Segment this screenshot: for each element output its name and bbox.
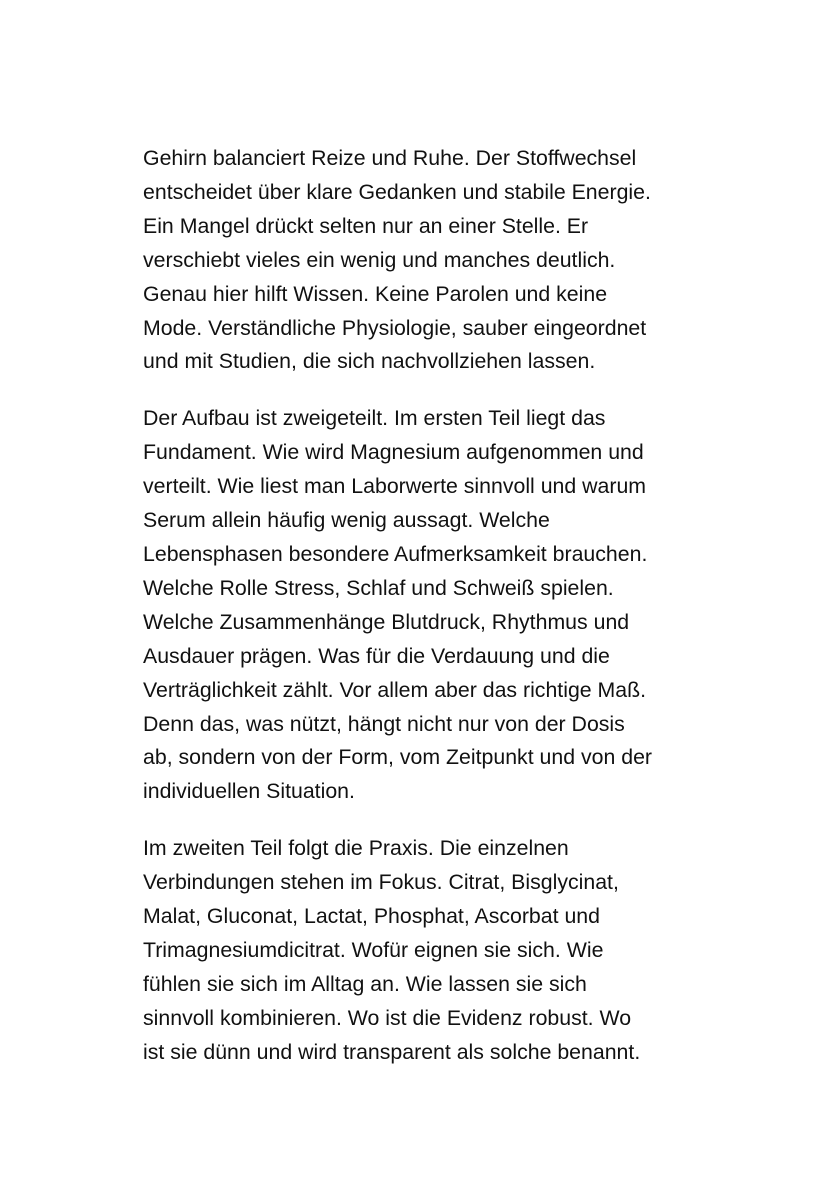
paragraph-3 <box>143 832 713 1069</box>
text-line: Gehirn balanciert Reize und Ruhe. Der Stoffwechsel <box>143 146 637 170</box>
paragraph-1 <box>143 142 713 379</box>
text-line: verteilt. Wie liest man Laborwerte sinnvoll und warum <box>143 474 647 499</box>
paragraph-2 <box>143 402 713 809</box>
text-line: Verträglichkeit zählt. Vor allem aber das richtige Maß. <box>143 677 647 702</box>
text-line: Denn das, was nützt, hängt nicht nur von der Dosis <box>143 711 625 736</box>
text-line: und mit Studien, die sich nachvollziehen lassen. <box>143 349 596 374</box>
text-line: Genau hier hilft Wissen. Keine Parolen und keine <box>143 281 608 306</box>
text-line: fühlen sie sich im Alltag an. Wie lassen sie sich <box>143 971 587 996</box>
text-line: Trimagnesiumdicitrat. Wofür eignen sie sich. Wie <box>143 937 604 962</box>
text-line: Welche Zusammenhänge Blutdruck, Rhythmus und <box>143 609 630 634</box>
text-line: Ausdauer prägen. Was für die Verdauung und die <box>143 643 610 668</box>
text-line: verschiebt vieles ein wenig und manches deutlich. <box>143 247 616 272</box>
text-line: individuellen Situation. <box>143 779 355 804</box>
body-text <box>143 142 713 1093</box>
text-line: Serum allein häufig wenig aussagt. Welche <box>143 508 550 533</box>
text-line: ist sie dünn und wird transparent als solche benannt. <box>143 1039 641 1064</box>
text-line: Fundament. Wie wird Magnesium aufgenommen und <box>143 440 644 465</box>
text-line: Mode. Verständliche Physiologie, sauber eingeordnet <box>143 315 647 340</box>
text-line: Welche Rolle Stress, Schlaf und Schweiß spielen. <box>143 575 614 600</box>
text-line: Ein Mangel drückt selten nur an einer Stelle. Er <box>143 213 589 238</box>
text-line: Lebensphasen besondere Aufmerksamkeit brauchen. <box>143 541 648 566</box>
text-line: Malat, Gluconat, Lactat, Phosphat, Ascorbat und <box>143 904 600 929</box>
text-line: sinnvoll kombinieren. Wo ist die Evidenz robust. Wo <box>143 1005 632 1030</box>
text-line: Im zweiten Teil folgt die Praxis. Die einzelnen <box>143 836 569 861</box>
text-line: ab, sondern von der Form, vom Zeitpunkt und von der <box>143 745 653 770</box>
text-line: Verbindungen stehen im Fokus. Citrat, Bisglycinat, <box>143 870 619 895</box>
text-line: entscheidet über klare Gedanken und stabile Energie. <box>143 179 651 204</box>
text-line: Der Aufbau ist zweigeteilt. Im ersten Teil liegt das <box>143 406 606 431</box>
